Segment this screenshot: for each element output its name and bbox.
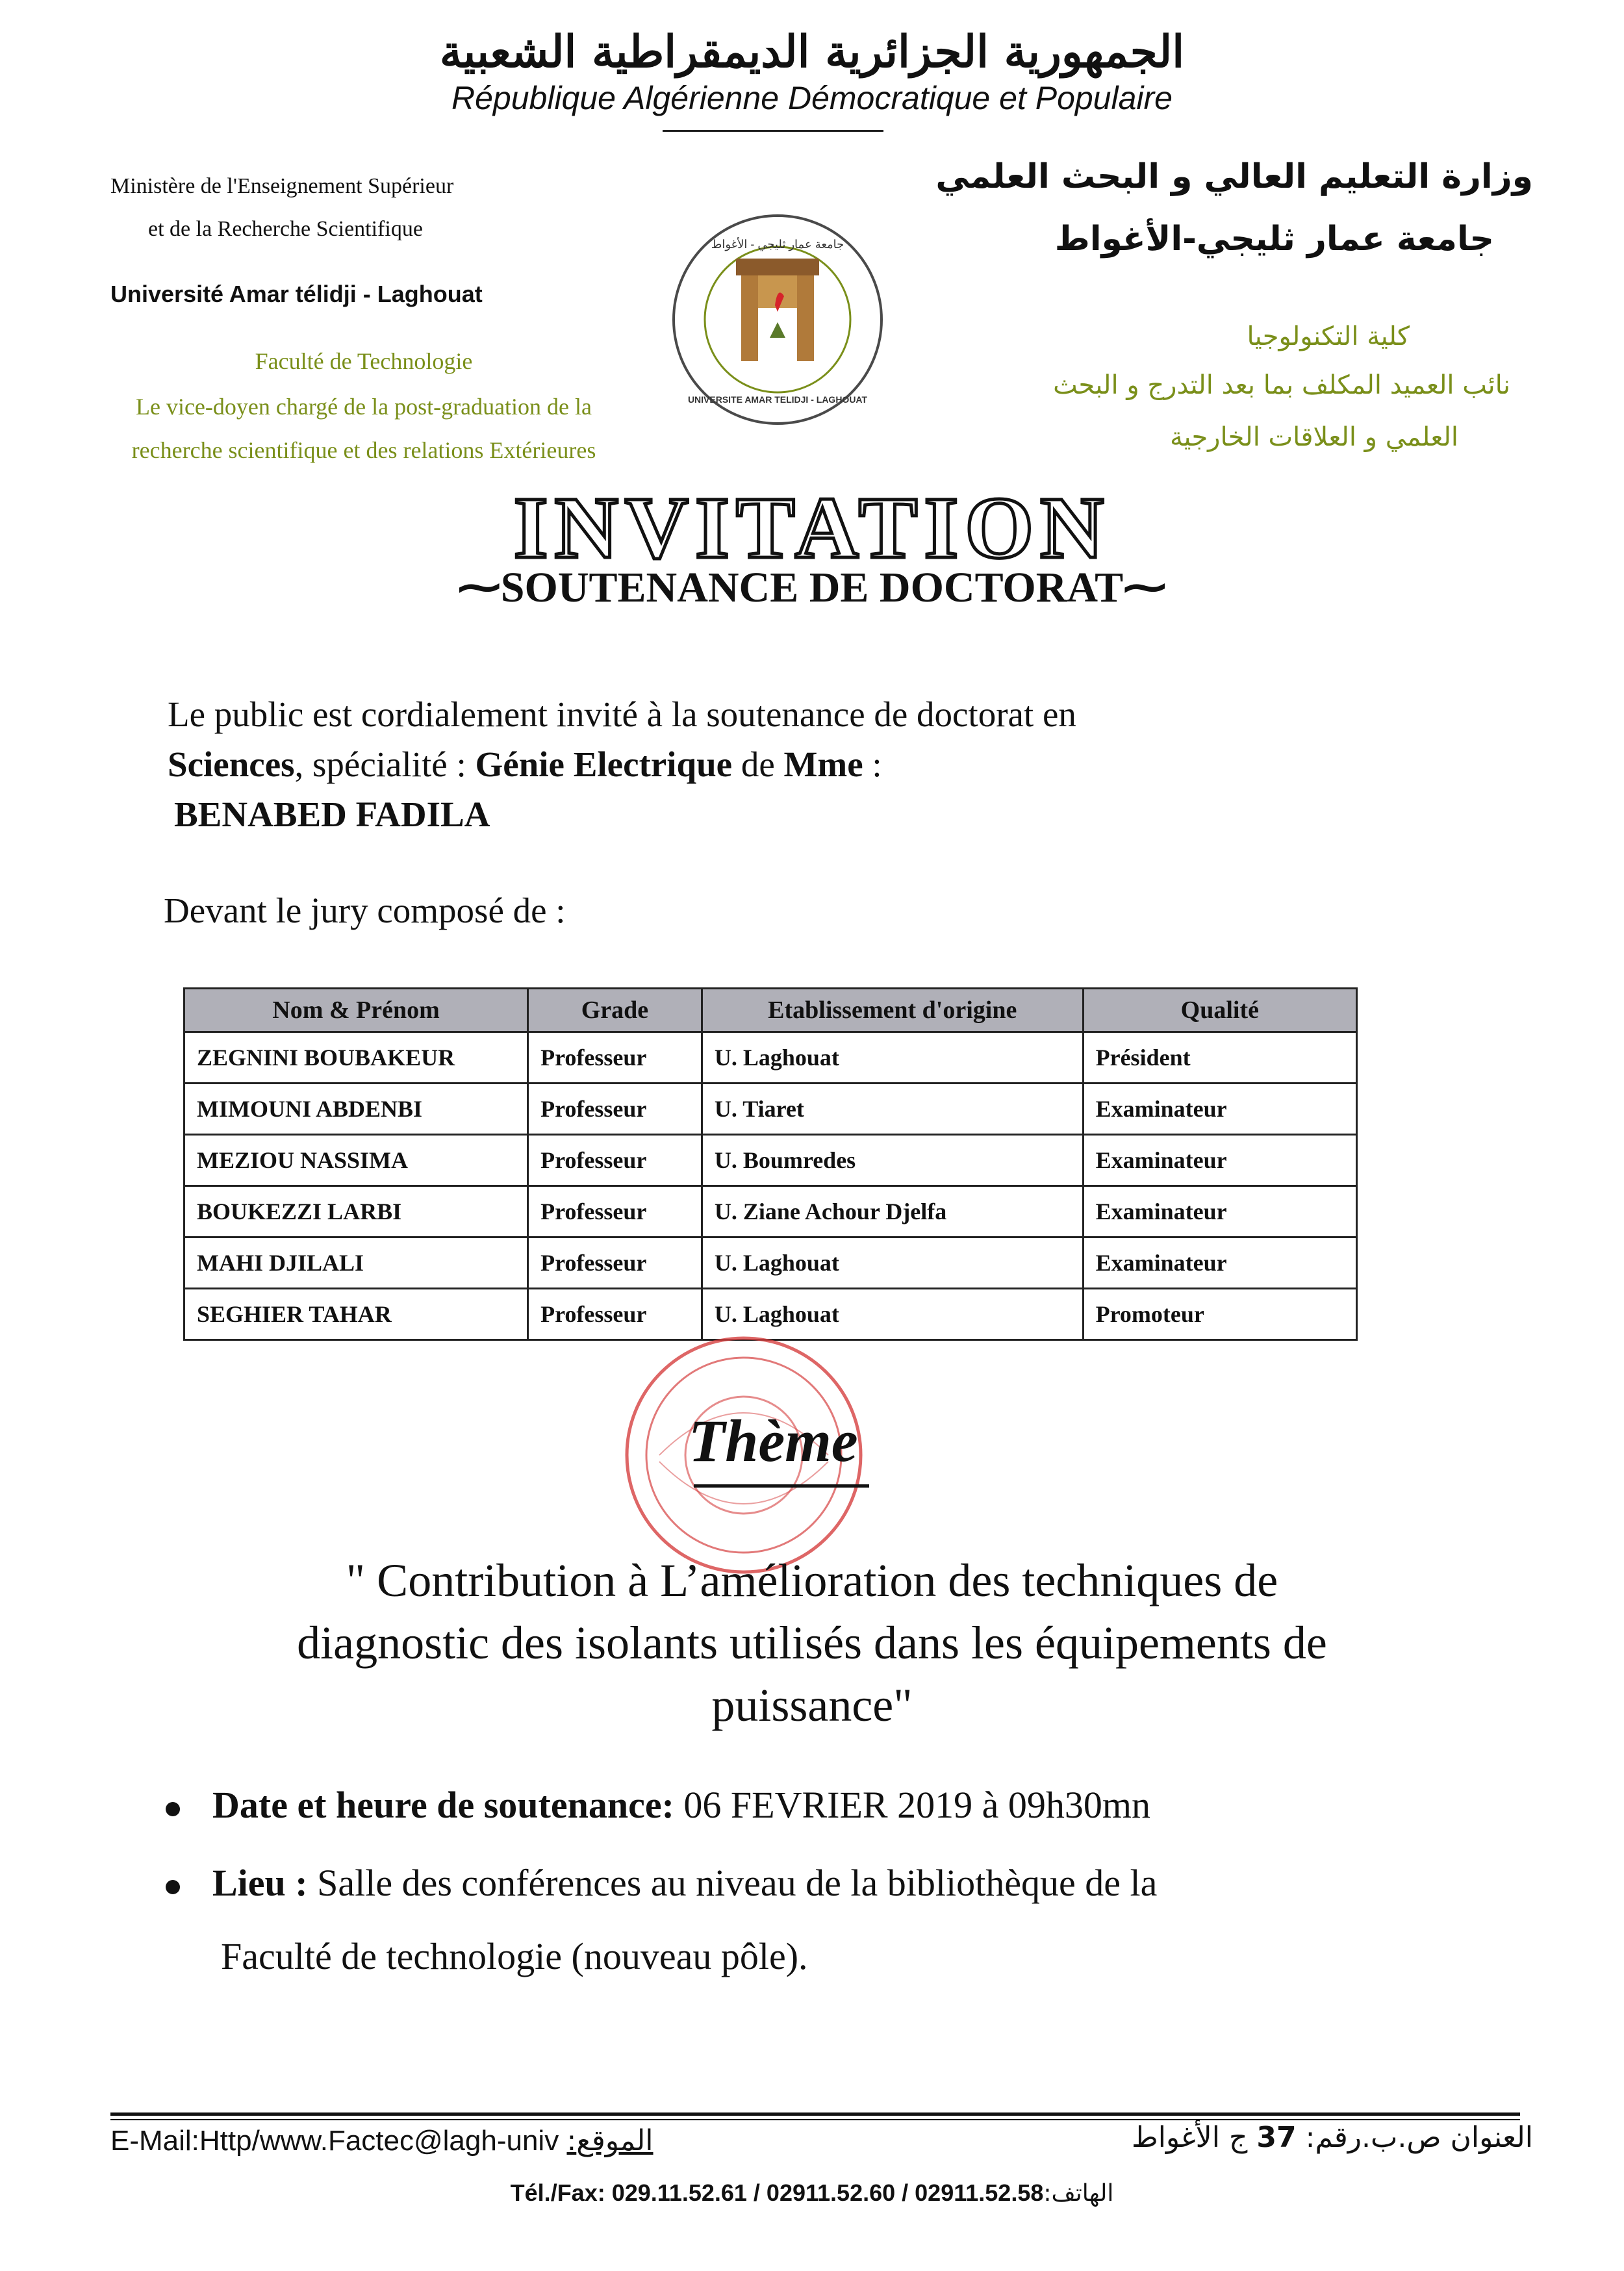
table-row xyxy=(184,1186,1357,1237)
ministry-ar: وزارة التعليم العالي و البحث العلمي xyxy=(935,157,1533,196)
footer-tel xyxy=(0,2179,1624,2207)
place-label: Lieu : xyxy=(212,1862,308,1904)
thesis-title-line2: diagnostic des isolants utilisés dans les équipements de xyxy=(297,1617,1327,1669)
email-ar-label: :الموقع xyxy=(566,2124,653,2157)
table-row xyxy=(184,1084,1357,1135)
intro-line1: Le public est cordialement invité à la soutenance de doctorat en xyxy=(168,694,1076,734)
place-value-line1: Salle des conférences au niveau de la bibliothèque de la xyxy=(307,1862,1158,1904)
member-institution: U. Laghouat xyxy=(702,1032,1083,1084)
member-grade: Professeur xyxy=(528,1032,702,1084)
arabic-republic-title: الجمهورية الجزائرية الديمقراطية الشعبية xyxy=(439,26,1185,78)
specialty-prefix: , spécialité : xyxy=(294,744,476,784)
logo-french-text: UNIVERSITE AMAR TELIDJI - LAGHOUAT xyxy=(687,394,868,405)
of-text: de xyxy=(732,744,784,784)
faculty-ar: كلية التكنولوجيا xyxy=(1247,322,1410,351)
member-name: ZEGNINI BOUBAKEUR xyxy=(184,1032,528,1084)
col-header-name: Nom & Prénom xyxy=(184,989,528,1032)
col-header-grade: Grade xyxy=(528,989,702,1032)
french-republic-title: République Algérienne Démocratique et Populaire xyxy=(451,80,1173,116)
member-name: BOUKEZZI LARBI xyxy=(184,1186,528,1237)
ornament-right-icon: ⁓ xyxy=(1123,564,1167,611)
candidate-name: BENABED FADILA xyxy=(174,794,490,834)
member-institution: U. Tiaret xyxy=(702,1084,1083,1135)
intro-line2 xyxy=(168,744,882,785)
thesis-title-line1: " Contribution à L’amélioration des techniques de xyxy=(346,1554,1278,1606)
member-name: SEGHIER TAHAR xyxy=(184,1289,528,1340)
member-grade: Professeur xyxy=(528,1186,702,1237)
colon-text: : xyxy=(863,744,882,784)
date-value: 06 FEVRIER 2019 à 09h30mn xyxy=(674,1784,1150,1826)
thesis-title xyxy=(130,1549,1494,1736)
member-grade: Professeur xyxy=(528,1135,702,1186)
col-header-institution: Etablissement d'origine xyxy=(702,989,1083,1032)
vice-dean-ar-line1: نائب العميد المكلف بما بعد التدرج و البحث xyxy=(1053,370,1510,400)
member-name: MAHI DJILALI xyxy=(184,1237,528,1289)
subtitle-text: SOUTENANCE DE DOCTORAT xyxy=(500,564,1124,611)
theme-label: Thème xyxy=(689,1408,858,1474)
member-role: Examinateur xyxy=(1083,1186,1356,1237)
date-line xyxy=(166,1783,1150,1827)
member-role: Examinateur xyxy=(1083,1237,1356,1289)
member-name: MIMOUNI ABDENBI xyxy=(184,1084,528,1135)
footer-email xyxy=(110,2124,653,2157)
table-row xyxy=(184,1135,1357,1186)
place-line xyxy=(166,1861,1157,1905)
footer-address xyxy=(1039,2121,1533,2154)
vice-dean-ar-line2: العلمي و العلاقات الخارجية xyxy=(1169,422,1458,452)
thesis-title-line3: puissance" xyxy=(711,1679,913,1731)
jury-table xyxy=(183,987,1358,1341)
date-label: Date et heure de soutenance: xyxy=(212,1784,674,1826)
tel-text: Tél./Fax: 029.11.52.61 / 02911.52.60 / 02911.52.58 xyxy=(510,2179,1044,2206)
member-name: MEZIOU NASSIMA xyxy=(184,1135,528,1186)
table-header-row xyxy=(184,989,1357,1032)
footer-divider-thin xyxy=(110,2119,1520,2120)
member-role: Président xyxy=(1083,1032,1356,1084)
member-institution: U. Laghouat xyxy=(702,1237,1083,1289)
invitation-title: INVITATION xyxy=(513,479,1111,577)
member-grade: Professeur xyxy=(528,1289,702,1340)
member-institution: U. Boumredes xyxy=(702,1135,1083,1186)
address-label: العنوان ص.ب.رقم: xyxy=(1305,2121,1533,2154)
place-value-line2: Faculté de technologie (nouveau pôle). xyxy=(221,1935,808,1977)
member-role: Examinateur xyxy=(1083,1084,1356,1135)
col-header-role: Qualité xyxy=(1083,989,1356,1032)
bullet-icon xyxy=(166,1880,180,1894)
member-role: Promoteur xyxy=(1083,1289,1356,1340)
table-row xyxy=(184,1237,1357,1289)
field-label: Sciences xyxy=(168,744,295,784)
university-logo xyxy=(666,208,890,432)
jury-intro: Devant le jury composé de : xyxy=(164,891,566,930)
logo-arabic-text: جامعة عمار ثليجي - الأغواط xyxy=(711,238,844,251)
theme-underline xyxy=(694,1484,869,1488)
tel-ar-label: :الهاتف xyxy=(1043,2180,1114,2207)
member-role: Examinateur xyxy=(1083,1135,1356,1186)
footer-divider xyxy=(110,2112,1520,2116)
subtitle xyxy=(0,562,1624,613)
member-grade: Professeur xyxy=(528,1237,702,1289)
header-divider xyxy=(663,130,883,132)
member-institution: U. Laghouat xyxy=(702,1289,1083,1340)
email-text: E-Mail:Http/www.Factec@lagh-univ xyxy=(110,2125,559,2157)
bullet-icon xyxy=(166,1802,180,1816)
member-grade: Professeur xyxy=(528,1084,702,1135)
ornament-left-icon: ⁓ xyxy=(457,564,501,611)
candidate-title: Mme xyxy=(783,744,863,784)
address-number: 37 xyxy=(1256,2121,1297,2154)
ministry-fr-line2: et de la Recherche Scientifique xyxy=(148,217,423,241)
university-fr: Université Amar télidji - Laghouat xyxy=(110,281,483,307)
vice-dean-fr-line1: Le vice-doyen chargé de la post-graduation de la xyxy=(135,394,592,420)
faculty-fr: Faculté de Technologie xyxy=(255,348,473,374)
vice-dean-fr-line2: recherche scientifique et des relations Extérieures xyxy=(131,437,596,463)
ministry-fr-line1: Ministère de l'Enseignement Supérieur xyxy=(110,174,454,198)
member-institution: U. Ziane Achour Djelfa xyxy=(702,1186,1083,1237)
table-row xyxy=(184,1032,1357,1084)
university-ar: جامعة عمار ثليجي-الأغواط xyxy=(1054,220,1494,259)
specialty: Génie Electrique xyxy=(475,744,733,784)
address-city: ج الأغواط xyxy=(1132,2121,1248,2154)
